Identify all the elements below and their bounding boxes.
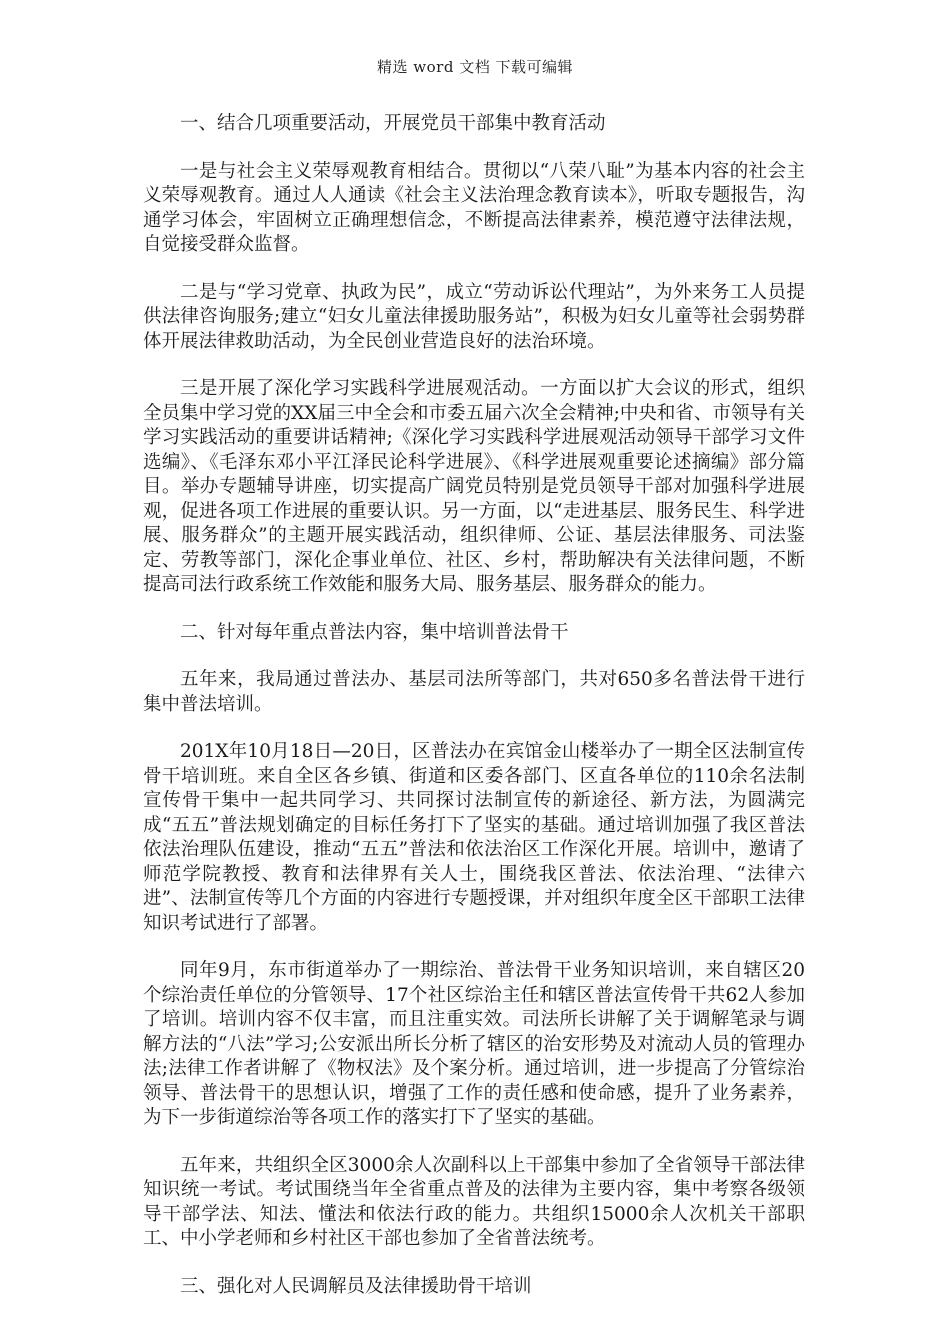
section-heading-3: 三、强化对人民调解员及法律援助骨干培训 bbox=[180, 1275, 532, 1297]
paragraph-6: 同年9月，东市街道举办了一期综治、普法骨干业务知识培训，来自辖区20个综治责任单位的分管领导、17个社区综治主任和辖区普法宣传骨干共62人参加了培训。培训内容不仅丰富，而且注重实效。司法所长讲解了关于调解笔录与调解方法的“八法”学习;公安派出所长分析了辖区的治安形势及对流动人员的管理办法;法律工作者讲解了《物权法》及个案分析。通过培训，进一步提高了分管综治领导、普法骨干的思想认识，增强了工作的责任感和使命感，提升了业务素养，为下一步街道综治等各项工作的落实打下了坚实的基础。 bbox=[143, 960, 805, 1128]
paragraph-1: 一是与社会主义荣辱观教育相结合。贯彻以“八荣八耻”为基本内容的社会主义荣辱观教育。通过人人通读《社会主义法治理念教育读本》，听取专题报告，沟通学习体会，牢固树立正确理想信念，不断提高法律素养，模范遵守法律法规，自觉接受群众监督。 bbox=[143, 160, 805, 255]
section-heading-1: 一、结合几项重要活动，开展党员干部集中教育活动 bbox=[180, 113, 606, 134]
document-body bbox=[143, 112, 805, 1322]
paragraph-5: 201X年10月18日—20日，区普法办在宾馆金山楼举办了一期全区法制宣传骨干培训班。来自全区各乡镇、街道和区委各部门、区直各单位的110余名法制宣传骨干集中一起共同学习、共同探讨法制宣传的新途径、新方法，为圆满完成“五五”普法规划确定的目标任务打下了坚实的基础。通过培训加强了我区普法依法治理队伍建设，推动“五五”普法和依法治区工作深化开展。培训中，邀请了师范学院教授、教育和法律界有关人士，围绕我区普法、依法治理、“法律六进”、法制宣传等几个方面的内容进行专题授课，并对组织年度全区干部职工法律知识考试进行了部署。 bbox=[143, 741, 805, 934]
paragraph-2: 二是与“学习党章、执政为民”，成立“劳动诉讼代理站”，为外来务工人员提供法律咨询服务;建立“妇女儿童法律援助服务站”，积极为妇女儿童等社会弱势群体开展法律救助活动，为全民创业营造良好的法治环境。 bbox=[143, 281, 805, 352]
paragraph-3: 三是开展了深化学习实践科学进展观活动。一方面以扩大会议的形式，组织全员集中学习党的XX届三中全会和市委五届六次全会精神;中央和省、市领导有关学习实践活动的重要讲话精神;《深化学习实践科学进展观活动领导干部学习文件选编》、《毛泽东邓小平江泽民论科学进展》、《科学进展观重要论述摘编》部分篇目。举办专题辅导讲座，切实提高广阔党员特别是党员领导干部对加强科学进展观，促进各项工作进展的重要认识。另一方面，以“走进基层、服务民生、科学进展、服务群众”的主题开展实践活动，组织律师、公证、基层法律服务、司法鉴定、劳教等部门，深化企事业单位、社区、乡村，帮助解决有关法律问题，不断提高司法行政系统工作效能和服务大局、服务基层、服务群众的能力。 bbox=[143, 378, 805, 595]
section-heading-2: 二、针对每年重点普法内容，集中培训普法骨干 bbox=[180, 621, 569, 643]
paragraph-4: 五年来，我局通过普法办、基层司法所等部门，共对650多名普法骨干进行集中普法培训。 bbox=[143, 669, 805, 715]
paragraph-7: 五年来，共组织全区3000余人次副科以上干部集中参加了全省领导干部法律知识统一考试。考试围绕当年全省重点普及的法律为主要内容，集中考察各级领导干部学法、知法、懂法和依法行政的能力。共组织15000余人次机关干部职工、中小学老师和乡村社区干部也参加了全省普法统考。 bbox=[143, 1154, 805, 1249]
page-header: 精选 word 文档 下载可编辑 bbox=[377, 58, 573, 76]
